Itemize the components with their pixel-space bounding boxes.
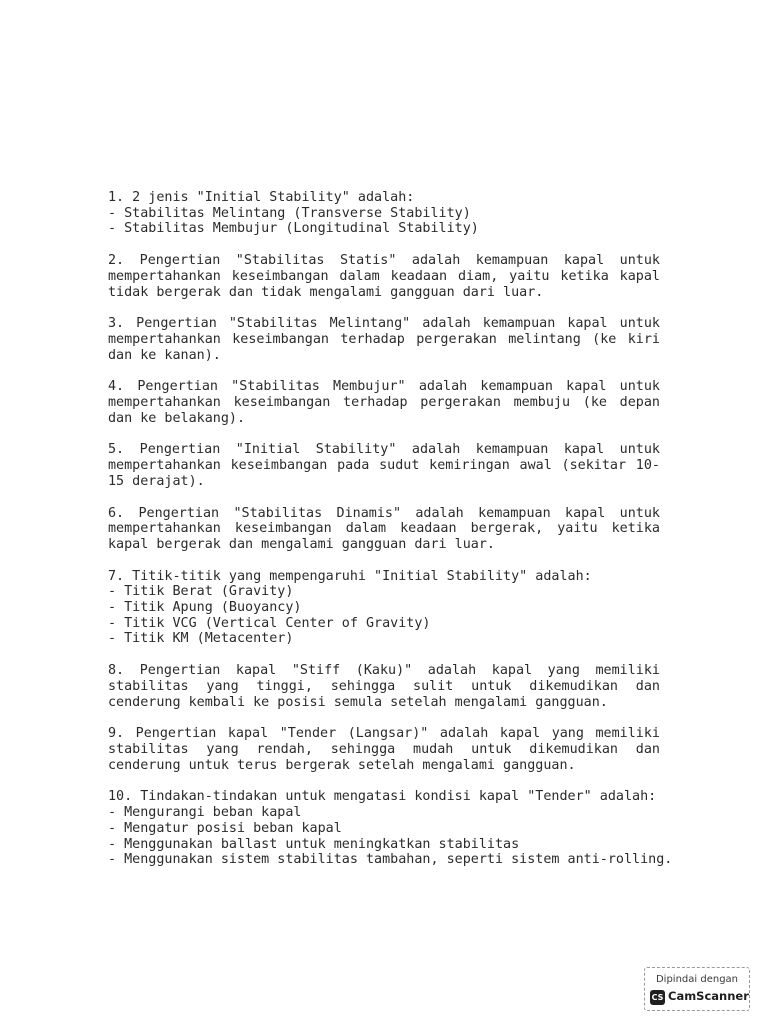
- item-6: 6. Pengertian "Stabilitas Dinamis" adalah kemampuan kapal untuk mempertahankan keseimbangan dalam keadaan bergerak, yaitu ketika kapal bergerak dan mengalami gangguan dari luar.: [108, 505, 660, 552]
- item-7-heading: 7. Titik-titik yang mempengaruhi "Initial Stability" adalah:: [108, 568, 592, 584]
- item-5: 5. Pengertian "Initial Stability" adalah kemampuan kapal untuk mempertahankan keseimbangan pada sudut kemiringan awal (sekitar 10-15 derajat).: [108, 442, 660, 489]
- item-10-bullet: - Menggunakan sistem stabilitas tambahan, seperti sistem anti-rolling.: [108, 852, 673, 868]
- item-10-bullet: - Mengatur posisi beban kapal: [108, 820, 342, 836]
- camscanner-logo-icon: CS: [650, 990, 665, 1005]
- camscanner-watermark: [644, 967, 750, 1011]
- item-7-bullet: - Titik Apung (Buoyancy): [108, 600, 302, 616]
- item-7-bullet: - Titik VCG (Vertical Center of Gravity): [108, 615, 431, 631]
- watermark-brand: CamScanner: [668, 989, 749, 1003]
- item-1-heading: 1. 2 jenis "Initial Stability" adalah:: [108, 190, 415, 205]
- item-8: 8. Pengertian kapal "Stiff (Kaku)" adalah kapal yang memiliki stabilitas yang tinggi, sehingga sulit untuk dikemudikan dan cenderung kembali ke posisi semula setelah mengalami gangguan.: [108, 663, 660, 710]
- watermark-caption: Dipindai dengan: [655, 974, 739, 985]
- item-10-bullet: - Mengurangi beban kapal: [108, 805, 302, 821]
- item-1: [108, 190, 660, 237]
- item-7-bullet: - Titik KM (Metacenter): [108, 631, 294, 647]
- item-1-bullet: - Stabilitas Melintang (Transverse Stability): [108, 205, 471, 221]
- item-1-bullet: - Stabilitas Membujur (Longitudinal Stability): [108, 221, 479, 237]
- item-9: 9. Pengertian kapal "Tender (Langsar)" adalah kapal yang memiliki stabilitas yang rendah, sehingga mudah untuk dikemudikan dan cenderung untuk terus bergerak setelah mengalami gangguan.: [108, 726, 660, 773]
- item-2: 2. Pengertian "Stabilitas Statis" adalah kemampuan kapal untuk mempertahankan keseimbangan dalam keadaan diam, yaitu ketika kapal tidak bergerak dan tidak mengalami gangguan dari luar.: [108, 253, 660, 300]
- item-10-heading: 10. Tindakan-tindakan untuk mengatasi kondisi kapal "Tender" adalah:: [108, 789, 657, 805]
- item-4: 4. Pengertian "Stabilitas Membujur" adalah kemampuan kapal untuk mempertahankan keseimbangan terhadap pergerakan membuju (ke depan dan ke belakang).: [108, 379, 660, 426]
- document-body: [108, 190, 673, 884]
- item-10-bullet: - Menggunakan ballast untuk meningkatkan stabilitas: [108, 836, 520, 852]
- item-7: [108, 569, 660, 648]
- item-3: 3. Pengertian "Stabilitas Melintang" adalah kemampuan kapal untuk mempertahankan keseimbangan terhadap pergerakan melintang (ke kiri dan ke kanan).: [108, 316, 660, 363]
- item-7-bullet: - Titik Berat (Gravity): [108, 584, 294, 600]
- item-10: [108, 789, 673, 868]
